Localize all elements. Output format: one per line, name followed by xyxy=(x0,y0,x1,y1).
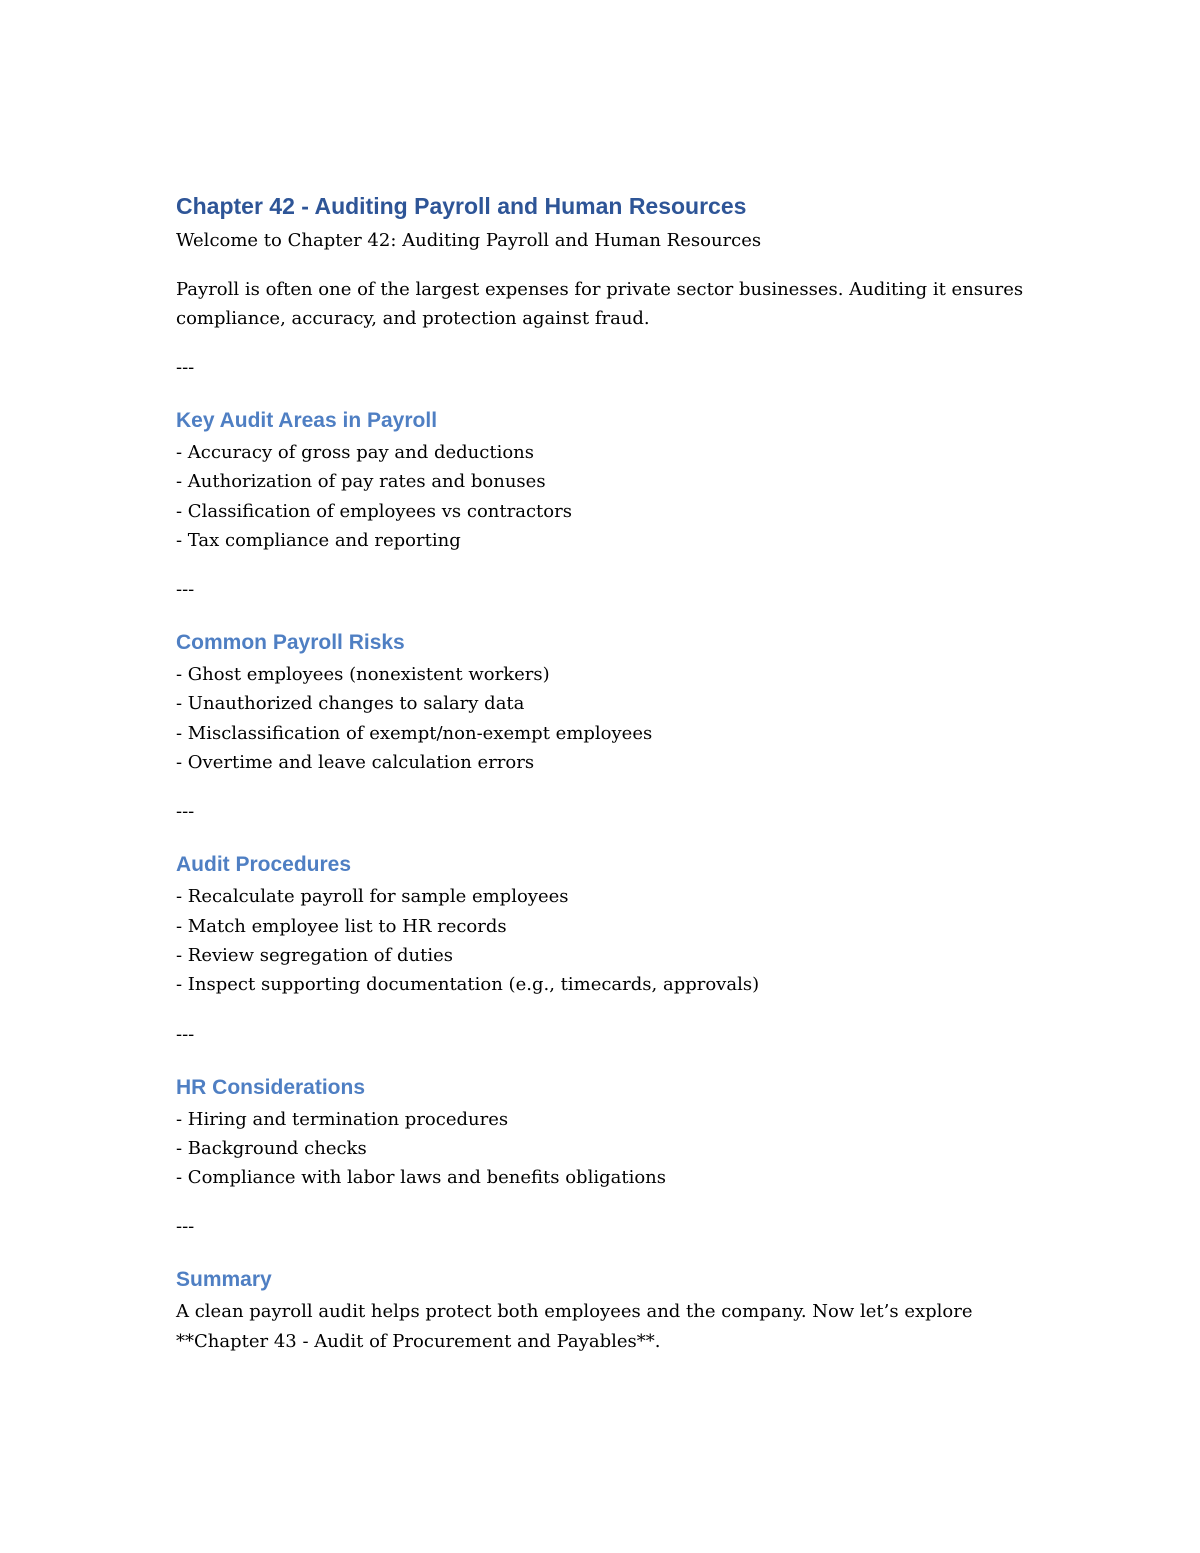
list-item: - Classification of employees vs contractors xyxy=(176,500,572,522)
summary-line-2: **Chapter 43 - Audit of Procurement and Payables**. xyxy=(176,1330,661,1352)
list-item: - Overtime and leave calculation errors xyxy=(176,752,535,774)
hr-considerations-list xyxy=(176,1105,1046,1193)
section-heading-audit-procedures: Audit Procedures xyxy=(176,853,352,877)
intro-line-2: compliance, accuracy, and protection against fraud. xyxy=(176,308,650,329)
list-item: - Unauthorized changes to salary data xyxy=(176,693,525,715)
list-item: - Misclassification of exempt/non-exempt employees xyxy=(176,722,653,744)
separator: --- xyxy=(176,1023,195,1045)
key-audit-areas-list xyxy=(176,438,1046,555)
section-heading-key-audit-areas: Key Audit Areas in Payroll xyxy=(176,409,438,432)
section-heading-summary: Summary xyxy=(176,1268,272,1292)
intro-paragraph xyxy=(176,275,1046,333)
list-item: - Review segregation of duties xyxy=(176,944,453,966)
intro-line-1: Payroll is often one of the largest expenses for private sector businesses. Auditing it ensures xyxy=(176,279,1024,300)
list-item: - Accuracy of gross pay and deductions xyxy=(176,442,534,463)
summary-line-1: A clean payroll audit helps protect both employees and the company. Now let’s explore xyxy=(176,1301,973,1323)
audit-procedures-list xyxy=(176,882,1046,999)
list-item: - Hiring and termination procedures xyxy=(176,1108,509,1130)
section-heading-common-payroll-risks: Common Payroll Risks xyxy=(176,631,405,655)
list-item: - Background checks xyxy=(176,1137,367,1159)
list-item: - Compliance with labor laws and benefits obligations xyxy=(176,1167,667,1189)
summary-paragraph xyxy=(176,1297,1046,1356)
document-page xyxy=(176,188,1046,1356)
list-item: - Tax compliance and reporting xyxy=(176,529,461,551)
list-item: - Authorization of pay rates and bonuses xyxy=(176,471,546,493)
list-item: - Recalculate payroll for sample employees xyxy=(176,886,569,908)
page-title: Chapter 42 - Auditing Payroll and Human Resources xyxy=(176,193,747,219)
list-item: - Ghost employees (nonexistent workers) xyxy=(176,664,550,686)
subtitle: Welcome to Chapter 42: Auditing Payroll and Human Resources xyxy=(176,230,762,251)
list-item: - Inspect supporting documentation (e.g., timecards, approvals) xyxy=(176,974,760,996)
separator: --- xyxy=(176,801,195,823)
separator: --- xyxy=(176,1216,195,1238)
common-payroll-risks-list xyxy=(176,660,1046,777)
list-item: - Match employee list to HR records xyxy=(176,915,507,937)
section-heading-hr-considerations: HR Considerations xyxy=(176,1075,366,1099)
separator: --- xyxy=(176,357,195,378)
separator: --- xyxy=(176,579,195,601)
